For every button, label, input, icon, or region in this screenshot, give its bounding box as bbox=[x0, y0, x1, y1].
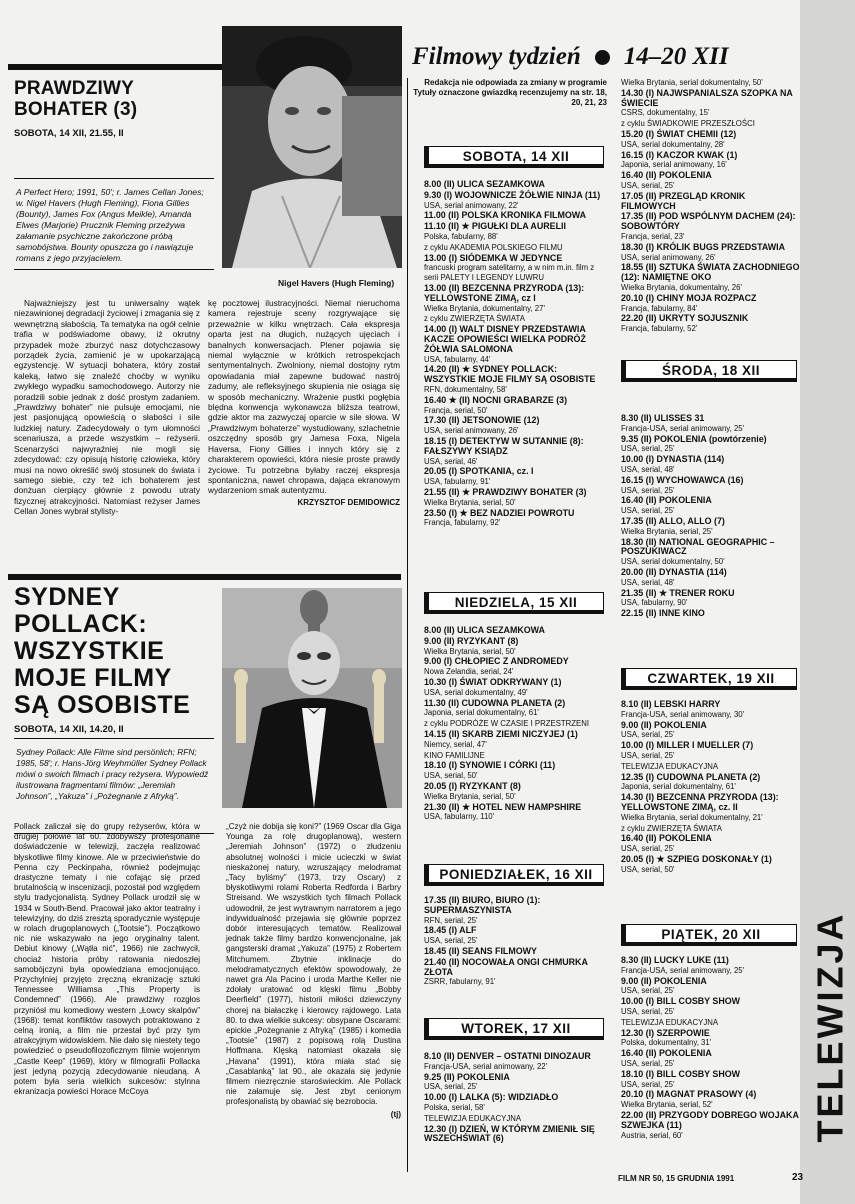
program-details: Wielka Brytania, dokumentalny, 26' bbox=[621, 282, 742, 292]
program-title: 10.30 (I) ŚWIAT ODKRYWANY (1) bbox=[424, 676, 562, 687]
program-details: Francja, fabularny, 52' bbox=[621, 324, 698, 334]
program-details: Francja, fabularny, 84' bbox=[621, 303, 698, 313]
guide-notice: Redakcja nie odpowiada za zmiany w programie Tytuły oznaczone gwiazdką recenzujemy na str. 18, 20, 21, 23 bbox=[413, 78, 607, 107]
program-entry bbox=[424, 211, 610, 221]
article2-column2 bbox=[226, 822, 401, 1162]
program-entry bbox=[424, 396, 610, 416]
program-details: USA, serial, 25' bbox=[621, 750, 675, 760]
program-entry bbox=[621, 192, 801, 212]
program-entry bbox=[621, 1029, 801, 1049]
program-title: 18.15 (I) DETEKTYW W SUTANNIE (8): FAŁSZYWY KSIĄDZ bbox=[424, 435, 584, 456]
program-entry bbox=[621, 212, 801, 241]
program-details: z cyklu AKADEMIA POLSKIEGO FILMU bbox=[424, 242, 563, 252]
program-entry bbox=[621, 435, 801, 455]
program-entry bbox=[621, 977, 801, 997]
article1-meta: SOBOTA, 14 XII, 21.55, II bbox=[14, 128, 124, 139]
program-details: USA, serial dokumentalny, 28' bbox=[621, 139, 725, 149]
pollack-oscar-image bbox=[222, 588, 402, 808]
program-entry bbox=[621, 455, 801, 475]
program-entry bbox=[424, 284, 610, 313]
program-entry bbox=[424, 926, 610, 946]
program-title: 9.35 (II) POKOLENIA (powtórzenie) bbox=[621, 433, 767, 444]
program-entry bbox=[621, 741, 801, 761]
program-entry bbox=[424, 509, 610, 529]
program-details: Wielka Brytania, serial, 52' bbox=[621, 1100, 713, 1110]
program-details: USA, serial, 48' bbox=[621, 464, 675, 474]
program-title: 14.00 (I) WALT DISNEY PRZEDSTAWIA KACZE OPOWIEŚCI WIELKA PODRÓŻ ŻÓŁWIA SALOMONA bbox=[424, 324, 586, 354]
article2-meta: SOBOTA, 14 XII, 14.20, II bbox=[14, 724, 124, 735]
section-label bbox=[806, 898, 854, 1156]
program-details: RFN, dokumentalny, 58' bbox=[424, 384, 507, 394]
program-title: 8.10 (II) LEBSKI HARRY bbox=[621, 699, 721, 709]
program-details: USA, serial, 25' bbox=[621, 485, 675, 495]
program-title: 18.55 (II) SZTUKA ŚWIATA ZACHODNIEGO (12): NAMIĘTNE OKO bbox=[621, 262, 800, 283]
program-entry bbox=[621, 1070, 801, 1090]
program-title: 8.30 (II) LUCKY LUKE (11) bbox=[621, 955, 729, 965]
program-entry bbox=[621, 496, 801, 516]
program-entry bbox=[424, 467, 610, 487]
program-details: USA, serial, 25' bbox=[621, 444, 675, 454]
article1-info bbox=[14, 178, 214, 270]
program-details: Francja-USA, serial animowany, 25' bbox=[621, 423, 745, 433]
program-entry bbox=[621, 151, 801, 171]
program-entry bbox=[424, 416, 610, 436]
program-details: ZSRR, fabularny, 91' bbox=[424, 977, 496, 987]
program-entry bbox=[621, 89, 801, 118]
program-entry bbox=[621, 1049, 801, 1069]
program-details: USA, serial, 25' bbox=[424, 1082, 478, 1092]
program-details: USA, serial dokumentalny, 50' bbox=[621, 557, 725, 567]
program-details: Niemcy, serial, 47' bbox=[424, 739, 487, 749]
program-details: Japonia, serial dokumentalny, 61' bbox=[621, 782, 736, 792]
column-divider bbox=[407, 78, 408, 1172]
program-list-wtorek-cont bbox=[621, 78, 801, 358]
program-title: 17.35 (II) ALLO, ALLO (7) bbox=[621, 515, 725, 526]
program-title: 9.00 (II) POKOLENIA bbox=[621, 719, 707, 730]
program-title: 16.40 (II) POKOLENIA bbox=[621, 1048, 712, 1059]
program-entry bbox=[424, 325, 610, 364]
program-title: 16.15 (I) KACZOR KWAK (1) bbox=[621, 149, 738, 160]
program-details: TELEWIZJA EDUKACYJNA bbox=[621, 761, 719, 771]
program-title: 8.10 (II) DENVER – OSTATNI DINOZAUR bbox=[424, 1051, 591, 1061]
program-title: 14.30 (I) BEZCENNA PRZYRODA (13): YELLOWSTONE ZIMĄ, cz. II bbox=[621, 792, 779, 812]
program-entry bbox=[424, 637, 610, 657]
program-title: 20.00 (II) DYNASTIA (114) bbox=[621, 566, 727, 577]
program-entry bbox=[424, 803, 610, 823]
program-details: Wielka Brytania, serial dokumentalny, 21' bbox=[621, 812, 763, 822]
program-entry bbox=[424, 365, 610, 394]
program-details: Francja-USA, serial animowany, 22' bbox=[424, 1061, 548, 1071]
program-title: 16.40 ★ (II) NOCNI GRABARZE (3) bbox=[424, 394, 568, 405]
program-details: Japonia, serial dokumentalny, 61' bbox=[424, 708, 539, 718]
program-details: USA, serial dokumentalny, 49' bbox=[424, 687, 528, 697]
program-details: USA, serial, 46' bbox=[424, 456, 478, 466]
program-details: Nowa Zelandia, serial, 24' bbox=[424, 667, 514, 677]
program-title: 22.15 (II) INNE KINO bbox=[621, 608, 705, 619]
program-title: 11.10 (II) ★ PIGUŁKI DLA AURELII bbox=[424, 221, 566, 232]
program-entry bbox=[424, 947, 610, 957]
program-entry bbox=[424, 958, 610, 987]
article1-column1 bbox=[14, 298, 200, 560]
program-details: USA, serial, 50' bbox=[424, 771, 478, 781]
program-list-czwartek bbox=[621, 700, 801, 920]
program-title: 8.00 (II) ULICA SEZAMKOWA bbox=[424, 179, 545, 189]
program-entry bbox=[621, 700, 801, 720]
article1-info-text: A Perfect Hero; 1991, 50'; r. James Cellan Jones; w. Nigel Havers (Hugh Fleming), Fiona Gillies (Bounty), James Fox (Angus Meikle), Amanda Elwes (Marjorie) Prucznik Fleming przeżywa załamanie psychiczne zakończone próbą samobójstwa. Bounty opuszcza go i nawiązuje romans z jego przyjacielem. bbox=[16, 187, 204, 263]
day-header-sroda: ŚRODA, 18 XII bbox=[621, 360, 797, 382]
day-header-piatek: PIĄTEK, 20 XII bbox=[621, 924, 797, 946]
program-details: USA, fabularny, 91' bbox=[424, 477, 491, 487]
program-title: 18.30 (I) KRÓLIK BUGS PRZEDSTAWIA bbox=[621, 241, 786, 252]
program-entry bbox=[424, 1093, 610, 1113]
program-title: 10.00 (I) MILLER I MUELLER (7) bbox=[621, 740, 754, 751]
program-title: 11.00 (II) POLSKA KRONIKA FILMOWA bbox=[424, 210, 587, 221]
program-entry bbox=[621, 589, 801, 609]
program-title: 18.10 (I) SYNOWIE I CÓRKI (11) bbox=[424, 760, 556, 771]
program-entry bbox=[621, 721, 801, 741]
program-title: 13.00 (I) SIÓDEMKA W JEDYNCE bbox=[424, 252, 563, 263]
program-entry bbox=[621, 762, 801, 772]
program-entry bbox=[424, 191, 610, 211]
program-entry bbox=[621, 1018, 801, 1028]
program-list-wtorek bbox=[424, 1052, 610, 1172]
program-entry bbox=[424, 222, 610, 242]
program-details: USA, serial, 25' bbox=[621, 1058, 675, 1068]
program-title: 8.30 (II) ULISSES 31 bbox=[621, 413, 705, 423]
article2-column1 bbox=[14, 822, 200, 1162]
program-title: 21.30 (II) ★ HOTEL NEW HAMPSHIRE bbox=[424, 801, 582, 812]
program-title: 16.15 (I) WYCHOWAWCA (16) bbox=[621, 474, 744, 485]
program-entry bbox=[621, 243, 801, 263]
nigel-havers-photo bbox=[222, 26, 402, 268]
article1-title bbox=[14, 78, 204, 120]
program-entry bbox=[621, 414, 801, 434]
program-details: Francja-USA, serial animowany, 25' bbox=[621, 965, 745, 975]
article2-top-rule bbox=[8, 574, 401, 580]
article2-title-line3: WSZYSTKIE bbox=[14, 637, 165, 665]
program-entry bbox=[621, 773, 801, 793]
program-title: 9.00 (I) CHŁOPIEC Z ANDROMEDY bbox=[424, 656, 569, 667]
program-title: 18.10 (I) BILL COSBY SHOW bbox=[621, 1068, 741, 1079]
article2-info-text: Sydney Pollack: Alle Filme sind persönlich; RFN; 1985, 58'; r. Hans-Jörg Weyhmüller Sydney Pollack mówi o swoich filmach i pracy reżysera. Wypowiedź ilustrowana fragmentami filmów: „Jeremiah Johnson”, „Yakuza” i „Pożegnanie z Afryką”. bbox=[16, 747, 209, 801]
program-details: USA, serial animowany, 22' bbox=[424, 200, 519, 210]
program-title: 8.00 (II) ULICA SEZAMKOWA bbox=[424, 625, 545, 635]
program-title: 16.40 (II) POKOLENIA bbox=[621, 495, 712, 506]
program-details: USA, serial animowany, 26' bbox=[621, 252, 716, 262]
program-entry bbox=[424, 1052, 610, 1072]
program-details: Wielka Brytania, dokumentalny, 27' bbox=[424, 303, 545, 313]
program-entry bbox=[621, 263, 801, 292]
program-entry bbox=[424, 243, 610, 253]
program-details: USA, serial, 25' bbox=[621, 986, 675, 996]
program-entry bbox=[621, 956, 801, 976]
program-entry bbox=[424, 314, 610, 324]
program-details: USA, fabularny, 90' bbox=[621, 598, 688, 608]
program-entry bbox=[424, 180, 610, 190]
program-list-piatek bbox=[621, 956, 801, 1171]
program-details: USA, serial animowany, 26' bbox=[424, 426, 519, 436]
article1-column2 bbox=[208, 298, 400, 560]
program-details: Francja, serial, 23' bbox=[621, 231, 685, 241]
photo1-caption: Nigel Havers (Hugh Fleming) bbox=[278, 278, 395, 288]
program-entry bbox=[424, 1073, 610, 1093]
article1-col2-text: kę pocztowej ilustracyjności. Niemal nieruchoma kamera rejestruje sceny rozgrywające się przeważnie w kilku wnętrzach. Cała ekspresja oparta jest na długich, nużących ujęciach i banalnych konwersacjach. Plener pojawia się niemal wyłącznie w krótkich retrospekcjach sentymentalnych. Zwolniony, niemal dostojny rytm opowiadania miał zapewne budować nastrój zadumy, ale refleksyjnego skupienia nie osiąga się w sposób mechaniczny. Wrażenie pustki pogłębia blędna konwencja wykonawcza bliższa teatrowi, gdzie aktor ma zazwyczaj oparcie w sile słowa. W „Prawdziwym bohaterze” wystudiowany, szlachetnie oszczędny sposób gry Jamesa Foxa, Nigela Haversa, Fiony Gillies i innych który się z charakterem opowieści, która niesie proste prawdy życiowe. Tu potrzebna byłaby raczej ekspresja spontaniczna, nawet chropawa, dająca ekranowym wydarzeniom smak autentyzmu. bbox=[208, 298, 400, 496]
program-entry bbox=[621, 834, 801, 854]
article2-title-line4: MOJE FILMY bbox=[14, 664, 172, 692]
guide-header bbox=[412, 42, 796, 72]
program-entry bbox=[621, 476, 801, 496]
program-entry bbox=[424, 437, 610, 466]
program-title: 14.20 (II) ★ SYDNEY POLLACK: WSZYSTKIE MOJE FILMY SĄ OSOBISTE bbox=[424, 364, 596, 385]
program-details: USA, serial, 25' bbox=[621, 1079, 675, 1089]
article2-signature: (tj) bbox=[390, 1109, 401, 1119]
program-details: Polska, serial, 58' bbox=[424, 1102, 485, 1112]
program-title: 22.00 (II) PRZYGODY DOBREGO WOJAKA SZWEJKA (11) bbox=[621, 1109, 799, 1130]
program-title: 20.10 (I) CHINY MOJA ROZPACZ bbox=[621, 292, 757, 303]
program-title: 18.45 (II) SEANS FILMOWY bbox=[424, 945, 537, 956]
program-details: Polska, fabularny, 88' bbox=[424, 231, 498, 241]
program-entry bbox=[621, 314, 801, 334]
article2-info bbox=[14, 738, 214, 834]
program-details: USA, serial, 50' bbox=[621, 864, 675, 874]
program-entry bbox=[424, 896, 610, 925]
day-header-sobota: SOBOTA, 14 XII bbox=[424, 146, 604, 168]
program-entry bbox=[424, 719, 610, 729]
article2-title bbox=[14, 584, 214, 719]
program-details: CSRS, dokumentalny, 15' bbox=[621, 108, 710, 118]
program-details: RFN, serial, 25' bbox=[424, 915, 478, 925]
program-entry bbox=[621, 130, 801, 150]
program-entry bbox=[424, 678, 610, 698]
program-title: 14.30 (I) NAJWSPANIALSZA SZOPKA NA ŚWIECIE bbox=[621, 87, 793, 108]
program-entry bbox=[621, 294, 801, 314]
program-title: 12.30 (I) SZERPOWIE bbox=[621, 1027, 710, 1038]
program-entry bbox=[621, 517, 801, 537]
article1-title-line2: BOHATER (3) bbox=[14, 99, 138, 120]
program-title: 21.40 (II) NOCOWAŁA ONGI CHMURKA ZŁOTA bbox=[424, 956, 588, 977]
program-title: 18.45 (I) ALF bbox=[424, 925, 477, 936]
program-details: Francja, serial, 50' bbox=[424, 405, 488, 415]
program-title: 17.35 (II) POD WSPÓLNYM DACHEM (24): SOBOWTÓRY bbox=[621, 211, 796, 232]
program-title: 12.35 (I) CUDOWNA PLANETA (2) bbox=[621, 771, 761, 782]
section-label-text: TELEWIZJA bbox=[809, 911, 850, 1143]
program-title: 20.05 (I) RYZYKANT (8) bbox=[424, 780, 521, 791]
program-details: USA, serial, 25' bbox=[424, 936, 478, 946]
program-entry bbox=[424, 730, 610, 750]
program-entry bbox=[621, 609, 801, 619]
article1-title-line1: PRAWDZIWY bbox=[14, 78, 135, 99]
guide-header-dates: 14–20 XII bbox=[623, 43, 729, 70]
article2-col2-text: „Czyż nie dobija się koni?” (1969 Oscar dla Giga Younga za rolę drugoplanową), western „Jeremiah Johnson” (1972) o złudzeniu absolutnej wolności i micie ucieczki w świat nieskażonej natury, wzruszający melodramat „Tacy byliśmy” (1973, trzy Oscary) z błyskotliwymi rolami Roberta Redforda i Barbry Streisand. We wszystkich tych filmach Pollack udowodnił, że jest wytrawnym narratorem a jego indywidualność przejawia się głównie poprzez dobór interesujących tematów. Realizował jednak także filmy bardzo konwencjonalne, jak gangsterski dramat „Yakuza” (1975) z Robertem Mitchumem. Zbytnie inklinacje do melodramatycznych efektów spowodowały, że nawet gra Ala Pacino i uroda Marthe Keller nie zdołały uratować od klęski filmu „Bobby Deerfield” (1977), historii miłości dziewczyny chorej na białaczkę i kierowcy rajdowego. Lata 80. to dwa wielkie sukcesy: obsypane Oscarami: epickie „Pożegnanie z Afryką” (1985) i komedia „Tootsie” (1987) z popisową rolą Dustina Hoffmana. Klęską natomiast okazała się „Havana” (1991), która miała stać się „Casablanką” lat 90., ale okazała się jedynie filmem niezręcznie staroświeckim. Ale Pollack nie załamuje się. Jest zbyt cenionym profesjonalistą by obawiać się bezrobocia. bbox=[226, 822, 401, 1107]
program-title: 9.00 (II) POKOLENIA bbox=[621, 975, 707, 986]
bullet-icon bbox=[595, 50, 610, 65]
program-details: USA, serial, 25' bbox=[621, 1006, 675, 1016]
program-entry bbox=[424, 782, 610, 802]
program-title: 22.20 (II) UKRYTY SOJUSZNIK bbox=[621, 313, 749, 324]
program-title: 20.05 (I) SPOTKANIA, cz. I bbox=[424, 466, 534, 477]
program-details: USA, serial, 25' bbox=[621, 180, 675, 190]
program-entry bbox=[621, 1090, 801, 1110]
program-details: KINO FAMILIJNE bbox=[424, 750, 485, 760]
portrait-image bbox=[222, 26, 402, 268]
day-header-wtorek: WTOREK, 17 XII bbox=[424, 1018, 604, 1040]
program-title: 20.10 (I) MAGNAT PRASOWY (4) bbox=[621, 1089, 757, 1100]
program-details: USA, serial, 25' bbox=[621, 506, 675, 516]
program-details: Japonia, serial animowany, 16' bbox=[621, 160, 727, 170]
program-entry bbox=[621, 824, 801, 834]
program-title: 10.00 (I) BILL COSBY SHOW bbox=[621, 996, 741, 1007]
program-entry bbox=[424, 254, 610, 283]
program-details: TELEWIZJA EDUKACYJNA bbox=[424, 1113, 522, 1123]
program-details: Polska, dokumentalny, 31' bbox=[621, 1038, 712, 1048]
program-title: 14.15 (II) SKARB ZIEMI NICZYJEJ (1) bbox=[424, 728, 578, 739]
program-entry bbox=[424, 657, 610, 677]
program-list-niedziela bbox=[424, 626, 610, 856]
program-details: z cyklu ZWIERZĘTA ŚWIATA bbox=[621, 823, 722, 833]
program-title: 17.30 (II) JETSONOWIE (12) bbox=[424, 415, 540, 426]
program-entry bbox=[621, 855, 801, 875]
program-details: USA, serial, 25' bbox=[621, 730, 675, 740]
program-title: 13.00 (II) BEZCENNA PRZYRODA (13): YELLOWSTONE ZIMĄ, cz I bbox=[424, 282, 585, 303]
program-entry bbox=[621, 1111, 801, 1140]
program-list-sroda bbox=[621, 414, 801, 674]
program-details: Francja, fabularny, 92' bbox=[424, 518, 501, 528]
program-details: francuski program satelitarny, a w nim m.in. film z serii PALETY I LEGENDY LUWRU bbox=[424, 263, 595, 283]
program-details: Wielka Brytania, serial, 50' bbox=[424, 791, 516, 801]
day-header-niedziela: NIEDZIELA, 15 XII bbox=[424, 592, 604, 614]
program-title: 21.35 (II) ★ TRENER ROKU bbox=[621, 587, 735, 598]
sydney-pollack-photo bbox=[222, 588, 402, 808]
program-details: USA, fabularny, 110' bbox=[424, 812, 495, 822]
article2-title-line5: SĄ OSOBISTE bbox=[14, 691, 191, 719]
program-details: TELEWIZJA EDUKACYJNA bbox=[621, 1017, 719, 1027]
program-entry bbox=[424, 761, 610, 781]
program-details: Wielka Brytania, serial, 25' bbox=[621, 526, 713, 536]
article1-signature: KRZYSZTOF DEMIDOWICZ bbox=[297, 497, 400, 507]
program-list-sobota bbox=[424, 180, 610, 590]
program-title: 10.00 (I) DYNASTIA (114) bbox=[621, 454, 725, 465]
program-title: 9.00 (II) RYZYKANT (8) bbox=[424, 635, 519, 646]
program-details: Francja-USA, serial animowany, 30' bbox=[621, 709, 745, 719]
program-details: z cyklu ŚWIADKOWIE PRZESZŁOŚCI bbox=[621, 119, 755, 129]
program-entry bbox=[621, 538, 801, 567]
program-entry bbox=[424, 626, 610, 636]
article1-col1-text: Najważniejszy jest tu uniwersalny wątek niezawinionej degradacji życiowej i zmagania się z wewnętrzną słabością. Ta tematyka na ogół celnie trafia w podświadome obawy, iż okrutny przypadek może zburzyć nasz dotychczasowy porządek życia, zamienić je w upokarzającą egzystencję. W sytuacji bohatera, który został kaleką, łatwo się znaleźć choćby w wyniku zwykłego wypadku samochodowego. Autorzy nie poradzili sobie jednak z dość prostym zadaniem. „Prawdziwy bohater” nie pulsuje emocjami, nie jest pasjonującą opowieścią o słabości i sile ludzkiej natury. Zadecydowały o tym ułomności scenariusza, a przede wszystkim – reżyserii. Scenarzyści najwyraźniej nie mogli się zdecydować: czy opisują historię człowieka, który musi na nowo określić swój stosunek do świata i samego siebie, czy też ich bohaterem jest donżuan cierpiący głównie z powodu utraty fizycznej atrakcyjności. Natomiast reżyser James Cellan Jones wybrał stylisty- bbox=[14, 298, 200, 517]
program-entry bbox=[621, 78, 801, 88]
program-entry bbox=[424, 1125, 610, 1145]
program-details: USA, serial, 25' bbox=[621, 844, 675, 854]
program-entry bbox=[424, 699, 610, 719]
program-details: z cyklu PODRÓŻE W CZASIE I PRZESTRZENI bbox=[424, 719, 590, 729]
program-list-poniedzialek bbox=[424, 896, 610, 1006]
day-header-czwartek: CZWARTEK, 19 XII bbox=[621, 668, 797, 690]
program-title: 9.25 (II) POKOLENIA bbox=[424, 1071, 510, 1082]
program-details: Wielka Brytania, serial dokumentalny, 50' bbox=[621, 78, 763, 87]
program-details: Austria, serial, 60' bbox=[621, 1130, 683, 1140]
program-details: Wielka Brytania, serial, 50' bbox=[424, 646, 516, 656]
program-entry bbox=[621, 171, 801, 191]
program-entry bbox=[424, 1114, 610, 1124]
article2-title-line1: SYDNEY bbox=[14, 583, 120, 611]
program-title: 16.40 (II) POKOLENIA bbox=[621, 170, 712, 181]
program-title: 21.55 (II) ★ PRAWDZIWY BOHATER (3) bbox=[424, 486, 587, 497]
guide-header-title: Filmowy tydzień bbox=[412, 43, 581, 70]
footer-issue: FILM NR 50, 15 GRUDNIA 1991 bbox=[618, 1174, 735, 1183]
program-title: 23.50 (I) ★ BEZ NADZIEI POWROTU bbox=[424, 507, 575, 518]
program-entry bbox=[424, 751, 610, 761]
page-number: 23 bbox=[792, 1172, 804, 1183]
program-entry bbox=[621, 568, 801, 588]
program-title: 15.20 (I) ŚWIAT CHEMII (12) bbox=[621, 128, 737, 139]
program-title: 9.30 (I) WOJOWNICZE ŻÓŁWIE NINJA (11) bbox=[424, 189, 601, 200]
program-title: 17.35 (II) BIURO, BIURO (1): SUPERMASZYNISTA bbox=[424, 895, 541, 915]
program-details: USA, fabularny, 44' bbox=[424, 354, 491, 364]
article2-col1-text: Pollack zaliczał się do grupy reżyserów, która w drugiej połowie lat 60. zdobywszy profesjonalne doświadczenie w telewizji, zaczęła realizować błyskotliwe filmy kinowe. Ale w przeciwieństwie do Penna czy Peckinpaha, również podejmując drastyczne tematy i nie cofając się przed brutalnością w inscenizacji, pozostał pod względem stylu tradycjonalistą. Sydney Pollack urodził się w 1934 w South-Bend. Pracował jako aktor teatralny i telewizyjny, do dziś zresztą sporadycznie występuje w rolach drugoplanowych („Tootsie”). Początkowo nic nie wskazywało na jego oryginalny talent. Debiut kinowy („Wątła nić”, 1966) nie zachwycił, chociaż historia próby ratowania niedoszłej samobójczyni była opowiedziana emocjonująco. Przychylniej przyjęto zręczną ekranizację sztuki Tennessee Williamsa „This Property is Condemned” (1966). Ale prawdziwy rozgłos przyniósł mu komediowy western „Łowcy skalpów” (1968): temat konfliktów rasowych potraktowano z celną ironią, a film nie przestał być przy tym atrakcyjnym widowiskiem. Nie dało się niestety tego powiedzieć o pseudofilozoficznym filmie wojennym „Castle Keep” (1969), który w filmografii Pollacka jest jedyną pozycją zdecydowanie nieudaną. A potem była seria wielkich sukcesów: stylnna ekranizacja powieści Horace McCoya bbox=[14, 822, 200, 1097]
program-title: 11.30 (II) CUDOWNA PLANETA (2) bbox=[424, 697, 566, 708]
article2-title-line2: POLLACK: bbox=[14, 610, 148, 638]
day-header-poniedzialek: PONIEDZIAŁEK, 16 XII bbox=[424, 864, 604, 886]
program-entry bbox=[621, 997, 801, 1017]
program-details: z cyklu ZWIERZĘTA ŚWIATA bbox=[424, 314, 525, 324]
program-title: 16.40 (II) POKOLENIA bbox=[621, 833, 712, 844]
program-details: USA, serial, 48' bbox=[621, 577, 675, 587]
program-title: 12.30 (I) DZIEŃ, W KTÓRYM ZMIENIŁ SIĘ WSZECHŚWIAT (6) bbox=[424, 1123, 595, 1144]
program-details: Wielka Brytania, serial, 50' bbox=[424, 497, 516, 507]
program-entry bbox=[424, 488, 610, 508]
program-entry bbox=[621, 793, 801, 822]
program-entry bbox=[621, 119, 801, 129]
program-title: 10.00 (I) LALKA (5): WIDZIADŁO bbox=[424, 1092, 559, 1103]
program-title: 20.05 (I) ★ SZPIEG DOSKONAŁY (1) bbox=[621, 853, 772, 864]
program-title: 17.05 (II) PRZEGLĄD KRONIK FILMOWYCH bbox=[621, 190, 746, 211]
program-title: 18.30 (II) NATIONAL GEOGRAPHIC – POSZUKIWACZ bbox=[621, 536, 775, 557]
